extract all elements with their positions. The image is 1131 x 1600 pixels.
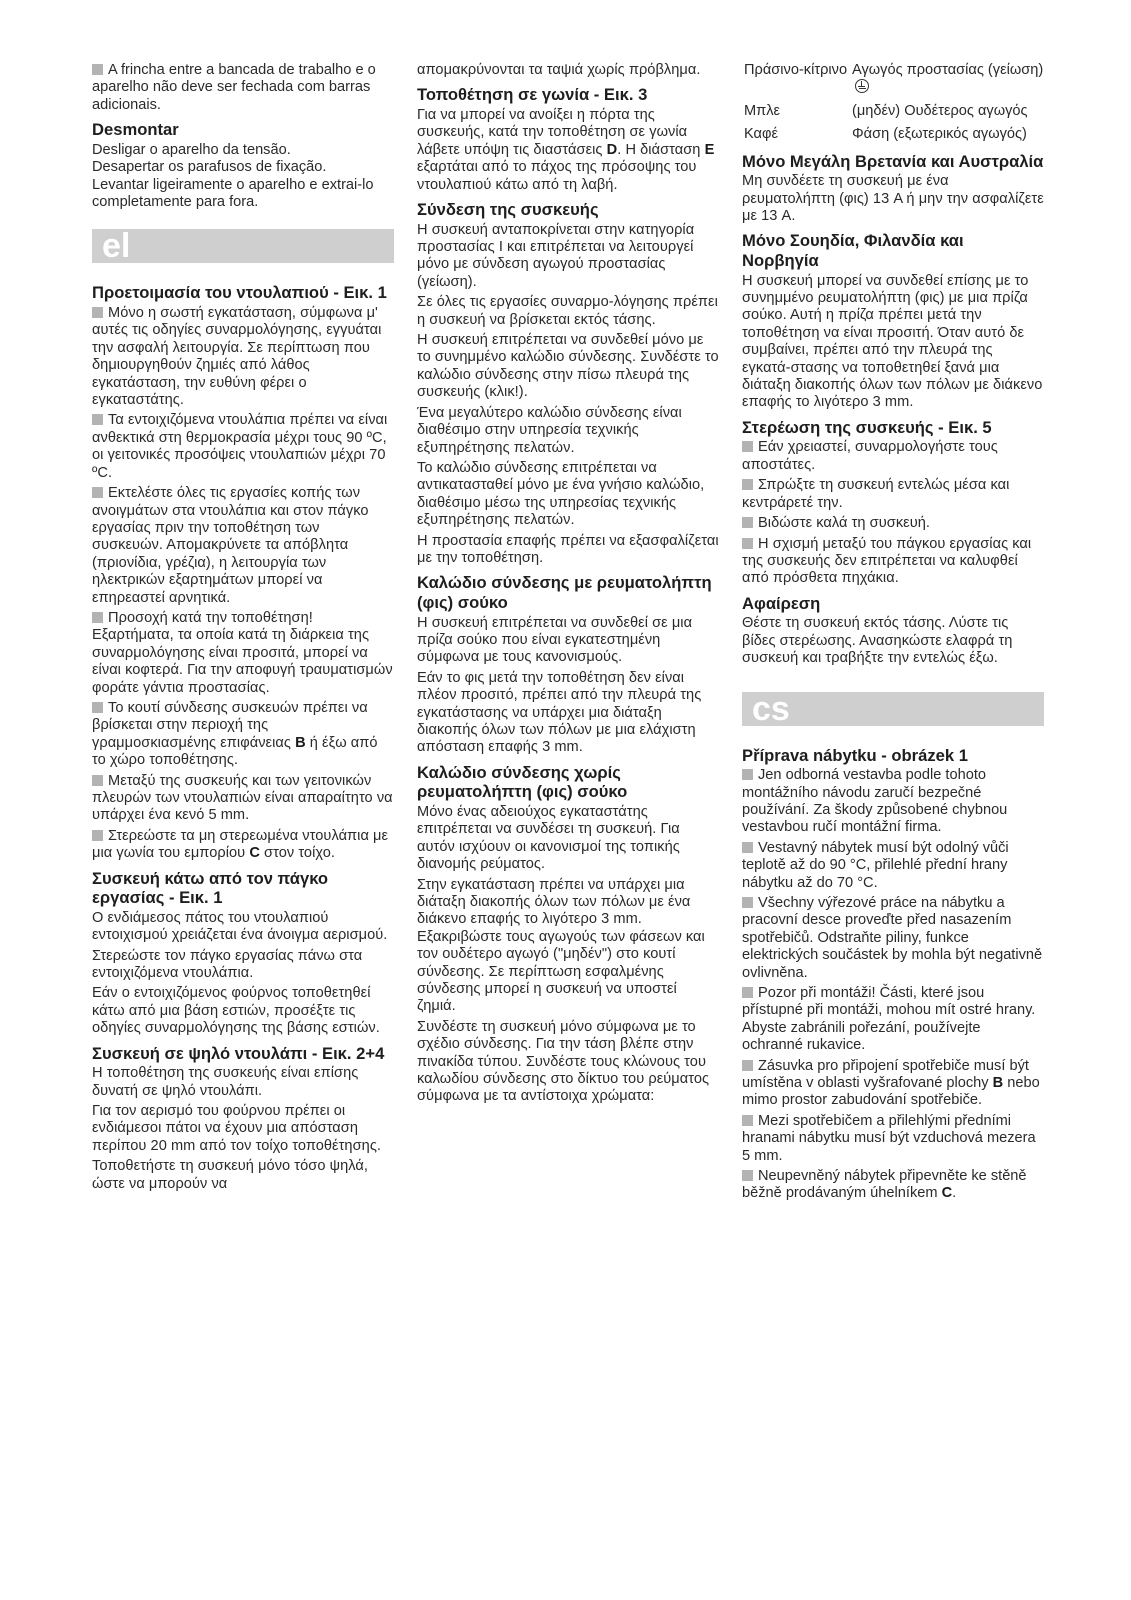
- heading-fixing: Στερέωση της συσκευής - Εικ. 5: [742, 417, 992, 437]
- el-bullet-2: Τα εντοιχιζόμενα ντουλάπια πρέπει να είναι ανθεκτικά στη θερμοκρασία μέχρι τους 90 ºC, οι γειτονικές προσόψεις ντουλαπιών μέχρι 70 ºC.: [92, 412, 388, 481]
- cs-bullet-2: Vestavný nábytek musí být odolný vůči teplotě až do 90 °C, přilehlé přední hrany nábytku až do 70 °C.: [742, 839, 1009, 891]
- wire-row-neutral: [742, 97, 1044, 120]
- el-bullet-1: Μόνο η σωστή εγκατάσταση, σύμφωνα μ' αυτές τις οδηγίες συναρμολόγησης, εγγυάται την ασφαλή λειτουργία. Σε περίπτωση που δημιουργηθούν ζημιές από λάθος εγκατάσταση, την ευθύνη φέρει ο εγκαταστάτης.: [92, 305, 382, 409]
- noplug-text-1: Μόνο ένας αδειούχος εγκαταστάτης επιτρέπεται να συνδέσει τη συσκευή. Για αυτόν ισχύουν οι κανονισμοί της τοπικής διανομής ρεύματος.: [417, 803, 680, 873]
- cs-bullet-3: Všechny výřezové práce na nábytku a pracovní desce proveďte před nasazením spotřebičů. Odstraňte piliny, funkce elektrických součástek by mohla být negativně ovlivněna.: [742, 894, 1043, 981]
- conn-text-2: Σε όλες τις εργασίες συναρμο-λόγησης πρέπει η συσκευή να βρίσκεται εκτός τάσης.: [417, 294, 718, 328]
- plug-text-2: Εάν το φις μετά την τοποθέτηση δεν είναι πλέον προσιτό, πρέπει από την πλευρά της εγκατάστασης να υπάρχει μια διάταξη διακοπής όλων των πόλων με μια ελάχιστη απόσταση επαφής 3 mm.: [417, 669, 702, 756]
- tall-text-2: Για τον αερισμό του φούρνου πρέπει οι ενδιάμεσοι πάτοι να έχουν μια απόσταση περίπου 20 mm από τον τοίχο τοποθέτησης.: [92, 1103, 382, 1154]
- bullet-square-icon: [92, 64, 103, 75]
- bullet-square-icon: [742, 538, 753, 549]
- wire-color-table: [742, 56, 1044, 144]
- bullet-square-icon: [742, 987, 753, 998]
- wire-color-desc: Φάση (εξωτερικός αγωγός): [852, 126, 1027, 143]
- bullet-square-icon: [742, 1060, 753, 1071]
- bullet-square-icon: [742, 842, 753, 853]
- conn-text-1: Η συσκευή ανταποκρίνεται στην κατηγορία προστασίας I και επιτρέπεται να λειτουργεί μόνο με σύνδεση αγωγού προστασίας (γείωση).: [417, 221, 695, 290]
- language-bar-cs: [742, 689, 1044, 728]
- language-label-cs: cs: [752, 689, 790, 728]
- bullet-square-icon: [92, 487, 103, 498]
- under-text-1: Ο ενδιάμεσος πάτος του ντουλαπιού εντοιχισμού χρειάζεται ένα άνοιγμα αερισμού.: [92, 909, 388, 944]
- heading-cabinet-prep: Προετοιμασία του ντουλαπιού - Εικ. 1: [92, 283, 387, 303]
- language-label-el: el: [102, 227, 131, 266]
- gb-text: Μη συνδέετε τη συσκευή με ένα ρευματολήπτη (φις) 13 A ή μην την ασφαλίζετε με 13 A.: [742, 173, 1044, 225]
- pt-bullet: A frincha entre a bancada de trabalho e o aparelho não deve ser fechada com barras adicionais.: [92, 62, 376, 113]
- cs-bullet-5: Zásuvka pro připojení spotřebiče musí být umístěna v oblasti vyšrafované plochy B nebo mimo prostor zabudování spotřebiče.: [742, 1057, 1040, 1109]
- heading-no-plug-cable: Καλώδιο σύνδεσης χωρίς ρευματολήπτη (φις) σούκο: [417, 762, 628, 802]
- removal-text: Θέστε τη συσκευή εκτός τάσης. Λύστε τις βίδες στερέωσης. Ανασηκώστε ελαφρά τη συσκευή και τραβήξτε την εντελώς έξω.: [742, 615, 1013, 667]
- fix-bullet-1: Εάν χρειαστεί, συναρμολογήστε τους αποστάτες.: [742, 439, 998, 473]
- heading-plug-cable: Καλώδιο σύνδεσης με ρευματολήπτη (φις) σούκο: [417, 573, 712, 612]
- noplug-text-3: Συνδέστε τη συσκευή μόνο σύμφωνα με το σχέδιο σύνδεσης. Για την τάση βλέπε στην πινακίδα τύπου. Συνδέστε τους κλώνους του καλωδίου σύνδεσης στο δίκτυο του ρεύματος σύμφωνα με τα αντίστοιχα χρώματα:: [417, 1018, 710, 1105]
- el-bullet-6: Μεταξύ της συσκευής και των γειτονικών πλευρών των ντουλαπιών είναι απαραίτητο να υπάρχει ένα κενό 5 mm.: [92, 772, 393, 824]
- pt-text-2: Desapertar os parafusos de fixação.: [92, 159, 327, 176]
- wire-color-desc: Αγωγός προστασίας (γείωση): [852, 56, 1044, 97]
- continued-text: απομακρύνονται τα ταψιά χωρίς πρόβλημα.: [417, 62, 701, 78]
- bullet-square-icon: [742, 1170, 753, 1181]
- heading-tall-cabinet: Συσκευή σε ψηλό ντουλάπι - Εικ. 2+4: [92, 1043, 385, 1063]
- bullet-square-icon: [742, 441, 753, 452]
- wire-row-phase: [742, 120, 1044, 143]
- wire-row-earth: [742, 56, 1044, 97]
- el-bullet-3: Εκτελέστε όλες τις εργασίες κοπής των ανοιγμάτων στα ντουλάπια και στον πάγκο εργασίας πριν την τοποθέτηση των συσκευών. Απομακρύνετε τα απόβλητα (πριονίδια, γρέζια), η λειτουργία των ηλεκτρικών εξαρτημάτων μπορεί να επηρεαστεί αρνητικά.: [92, 485, 369, 606]
- corner-text: Για να μπορεί να ανοίξει η πόρτα της συσκευής, κατά την τοποθέτηση σε γωνία λάβετε υπόψη τις διαστάσεις D. Η διάσταση E εξαρτάται από το πάχος της πρόσοψης του ντουλαπιού κάτω από τη λαβή.: [417, 107, 715, 193]
- heading-cs-prep: Příprava nábytku - obrázek 1: [742, 745, 968, 765]
- bullet-square-icon: [742, 479, 753, 490]
- wire-color-name: Καφέ: [744, 126, 778, 143]
- under-text-2: Στερεώστε τον πάγκο εργασίας πάνω στα εντοιχιζόμενα ντουλάπια.: [92, 947, 363, 982]
- bullet-square-icon: [742, 517, 753, 528]
- column-3: [742, 56, 1044, 1206]
- bullet-square-icon: [742, 897, 753, 908]
- fix-bullet-3: Βιδώστε καλά τη συσκευή.: [742, 515, 1044, 532]
- conn-text-6: Η προστασία επαφής πρέπει να εξασφαλίζεται με την τοποθέτηση.: [417, 532, 719, 566]
- cs-bullet-1: Jen odborná vestavba podle tohoto montážního návodu zaručí bezpečné používání. Za škody způsobené chybnou vestavbou ručí montážní firma.: [742, 767, 1008, 836]
- bullet-square-icon: [742, 769, 753, 780]
- tall-text-1: Η τοποθέτηση της συσκευής είναι επίσης δυνατή σε ψηλό ντουλάπι.: [92, 1065, 359, 1099]
- wire-color-name: Πράσινο-κίτρινο: [744, 62, 848, 78]
- conn-text-5: Το καλώδιο σύνδεσης επιτρέπεται να αντικατασταθεί μόνο με ένα γνήσιο καλώδιο, διαθέσιμο μέσω της υπηρεσίας τεχνικής εξυπηρέτησης πελατών.: [417, 459, 705, 529]
- el-bullet-4: Προσοχή κατά την τοποθέτηση! Εξαρτήματα, τα οποία κατά τη διάρκεια της συναρμολόγησης είναι προσιτά, μπορεί να είναι κοφτερά. Για την αποφυγή τραυματισμών φοράτε γάντια προστασίας.: [92, 609, 393, 696]
- heading-connection: Σύνδεση της συσκευής: [417, 200, 599, 220]
- bullet-square-icon: [92, 414, 103, 425]
- heading-nordic: Μόνο Σουηδία, Φιλανδία και Νορβηγία: [742, 231, 964, 271]
- under-text-3: Εάν ο εντοιχιζόμενος φούρνος τοποθετηθεί κάτω από μια βάση εστιών, προσέξτε τις οδηγίες συναρμολόγησης της βάσης εστιών.: [92, 985, 380, 1037]
- bullet-square-icon: [92, 775, 103, 786]
- cs-bullet-6: Mezi spotřebičem a přilehlými předními hranami nábytku musí být vzduchová mezera 5 mm.: [742, 1112, 1036, 1164]
- bullet-square-icon: [92, 830, 103, 841]
- tall-text-3: Τοποθετήστε τη συσκευή μόνο τόσο ψηλά, ώστε να μπορούν να: [92, 1158, 368, 1192]
- noplug-text-2: Στην εγκατάσταση πρέπει να υπάρχει μια διάταξη διακοπής όλων των πόλων με ένα διάκενο επαφής το λιγότερο 3 mm. Εξακριβώστε τους αγωγούς των φάσεων και τον ουδέτερο αγωγό ("μηδέν") στο κουτί σύνδεσης. Σε περίπτωση εσφαλμένης σύνδεσης μπορεί η συσκευή να υποστεί ζημιά.: [417, 876, 705, 1015]
- fix-bullet-4: Η σχισμή μεταξύ του πάγκου εργασίας και της συσκευής δεν επιτρέπεται να καλυφθεί από πρόσθετα πηχάκια.: [742, 535, 1032, 587]
- conn-text-4: Ένα μεγαλύτερο καλώδιο σύνδεσης είναι διαθέσιμο στην υπηρεσία τεχνικής εξυπηρέτησης πελατών.: [417, 404, 682, 456]
- nordic-text: Η συσκευή μπορεί να συνδεθεί επίσης με το συνημμένο ρευματολήπτη (φις) με μια πρίζα σούκο. Αυτή η πρίζα πρέπει μετά την τοποθέτηση να είναι προσιτή. Όταν αυτό δε συμβαίνει, πρέπει από την πλευρά της εγκατά-στασης να τοποθετηθεί ξανά μια διάταξη διακοπής όλων των πόλων με διάκενο επαφής το λιγότερο 3 mm.: [742, 272, 1043, 411]
- pt-text-1: Desligar o aparelho da tensão.: [92, 141, 291, 158]
- column-1: [92, 62, 394, 1196]
- heading-removal: Αφαίρεση: [742, 593, 821, 613]
- el-bullet-7: Στερεώστε τα μη στερεωμένα ντουλάπια με μια γωνία του εμπορίου C στον τοίχο.: [92, 827, 389, 862]
- plug-text-1: Η συσκευή επιτρέπεται να συνδεθεί σε μια πρίζα σούκο που είναι εγκατεστημένη σύμφωνα με τους κανονισμούς.: [417, 614, 693, 666]
- heading-corner: Τοποθέτηση σε γωνία - Εικ. 3: [417, 85, 648, 105]
- cs-bullet-4: Pozor při montáži! Části, které jsou přístupné při montáži, mohou mít ostré hrany. Abyste zabránili pořezání, používejte ochranné rukavice.: [742, 985, 1036, 1054]
- bullet-square-icon: [92, 307, 103, 318]
- bullet-square-icon: [92, 612, 103, 623]
- bullet-square-icon: [742, 1115, 753, 1126]
- cs-bullet-7: Neupevněný nábytek připevněte ke stěně běžně prodávaným úhelníkem C.: [742, 1168, 1027, 1202]
- language-bar-el: [92, 227, 394, 266]
- el-bullet-5: Το κουτί σύνδεσης συσκευών πρέπει να βρίσκεται στην περιοχή της γραμμοσκιασμένης επιφάνειας B ή έξω από το χώρο τοποθέτησης.: [92, 699, 378, 769]
- pt-heading-desmontar: Desmontar: [92, 120, 179, 140]
- fix-bullet-2: Σπρώξτε τη συσκευή εντελώς μέσα και κεντράρετέ την.: [742, 477, 1010, 511]
- conn-text-3: Η συσκευή επιτρέπεται να συνδεθεί μόνο με το συνημμένο καλώδιο σύνδεσης. Συνδέστε το καλώδιο σύνδεσης στην πίσω πλευρά της συσκευής (κλικ!).: [417, 332, 719, 401]
- column-2: [417, 62, 719, 1109]
- heading-gb-australia: Μόνο Μεγάλη Βρετανία και Αυστραλία: [742, 151, 1044, 171]
- earth-ground-icon: [855, 79, 869, 93]
- wire-color-name: Μπλε: [744, 102, 781, 119]
- wire-color-desc: (μηδέν) Ουδέτερος αγωγός: [852, 102, 1028, 119]
- bullet-square-icon: [92, 702, 103, 713]
- heading-under-counter: Συσκευή κάτω από τον πάγκο εργασίας - Εικ. 1: [92, 868, 329, 908]
- pt-text-3: Levantar ligeiramente o aparelho e extrai-lo completamente para fora.: [92, 176, 374, 211]
